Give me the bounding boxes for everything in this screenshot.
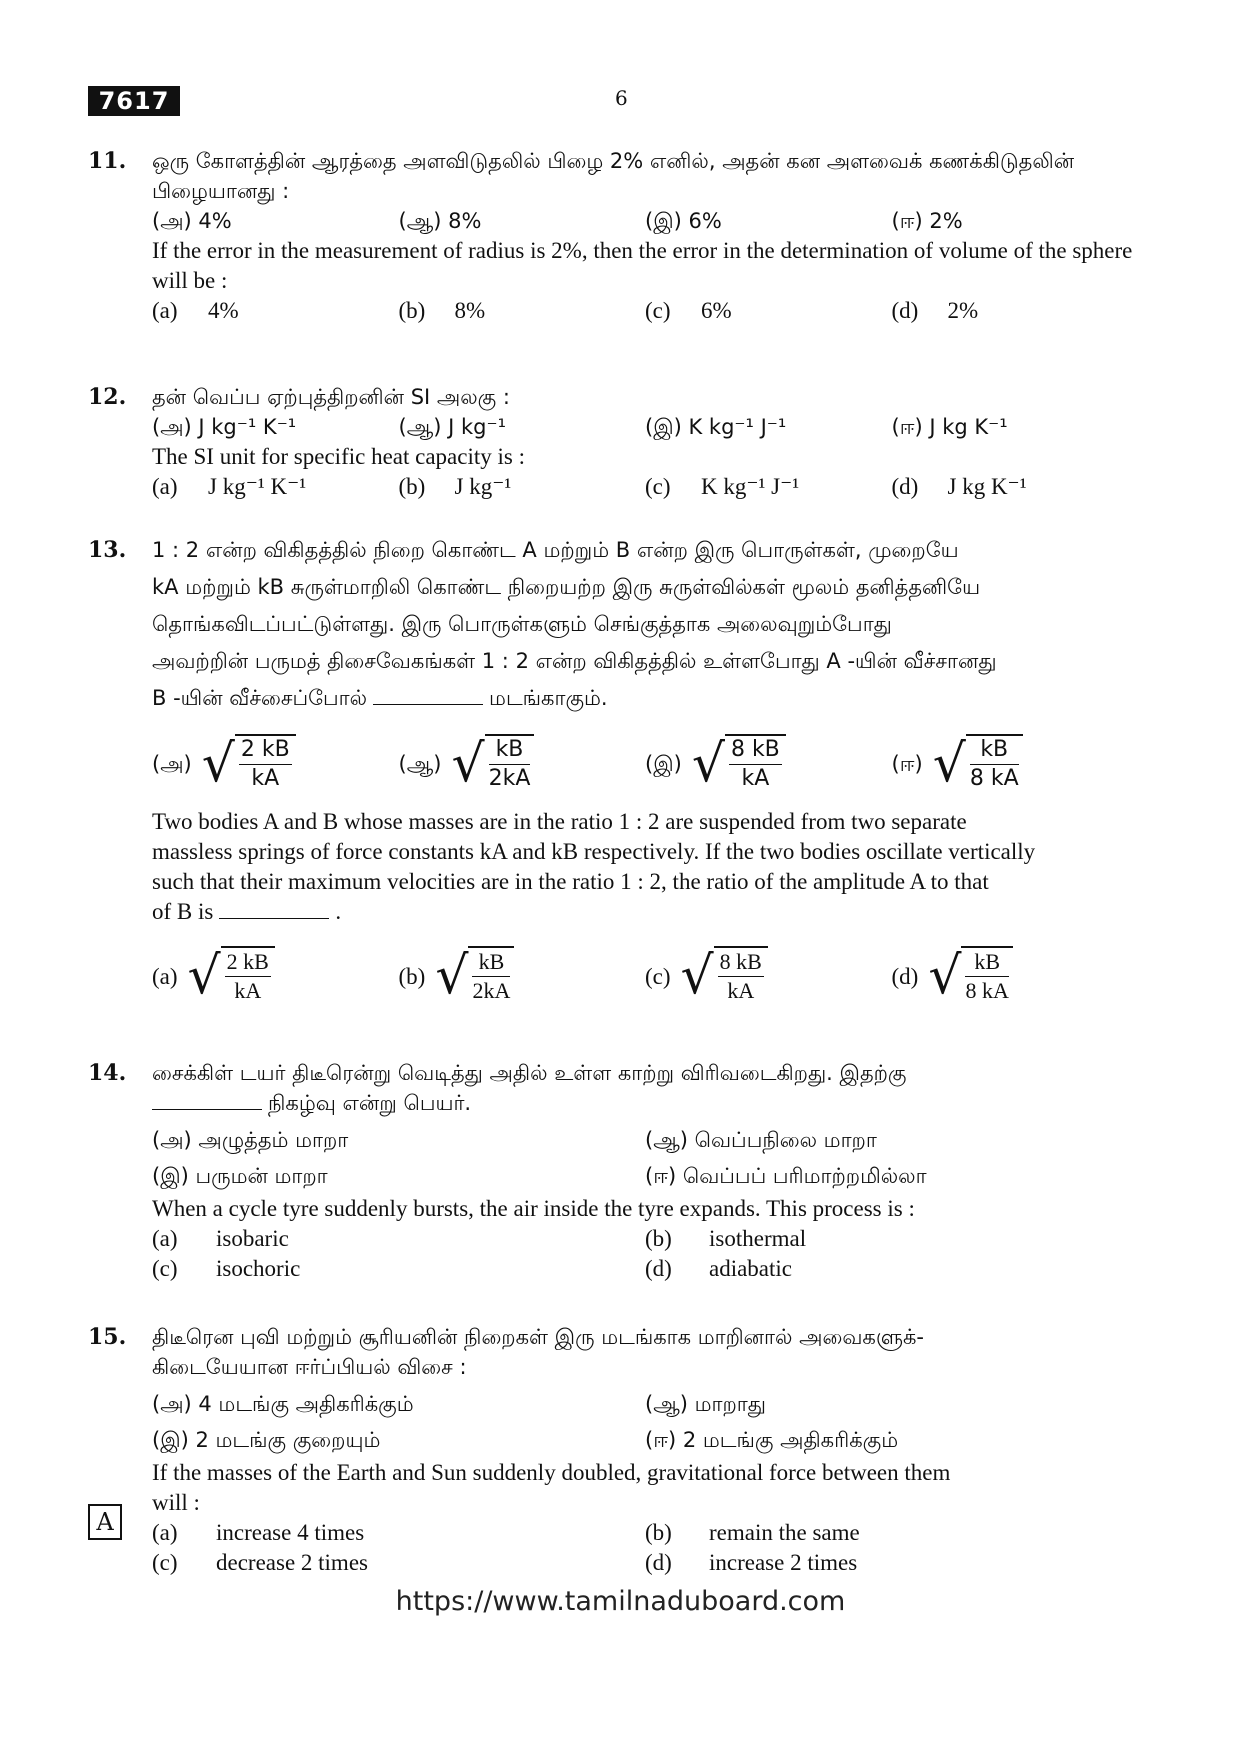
question-13 (88, 532, 1138, 1015)
option-a-tamil: (அ) J kg⁻¹ K⁻¹ (152, 415, 297, 439)
option-text: K kg⁻¹ J⁻¹ (701, 474, 800, 499)
question-text-tamil-line-1: 1 : 2 என்ற விகிதத்தில் நிறை கொண்ட A மற்றும் B என்ற இரு பொருள்கள், முறையே (152, 538, 959, 562)
option-c-tamil: (இ) 6% (645, 209, 722, 233)
sqrt-fraction (681, 946, 768, 1006)
option-c-tamil (645, 734, 892, 794)
question-text-english-line-2: will : (152, 1490, 200, 1515)
option-label: (இ) (645, 751, 682, 776)
radical-icon: √ (201, 734, 235, 794)
option-text: remain the same (709, 1520, 860, 1545)
question-11 (88, 146, 1138, 326)
english-fraction-options (152, 937, 1138, 1015)
denominator: kA (741, 766, 770, 791)
option-label: (d) (891, 298, 919, 323)
option-b-tamil: (ஆ) மாறாது (645, 1392, 766, 1416)
option-b-tamil: (ஆ) 8% (398, 209, 482, 233)
denominator: 2kA (472, 978, 511, 1003)
numerator: kB (472, 948, 510, 977)
radical-icon: √ (691, 734, 725, 794)
option-label: (ஆ) (398, 751, 442, 776)
option-a (152, 472, 399, 502)
option-label: (b) (398, 298, 426, 323)
question-text-tamil-line-2: கிடையேயான ஈர்ப்பியல் விசை : (152, 1355, 467, 1379)
option-text: J kg⁻¹ K⁻¹ (208, 474, 307, 499)
question-text-english-line-2: massless springs of force constants kA and kB respectively. If the two bodies oscillate vertically (152, 839, 1036, 864)
option-label: (b) (398, 474, 426, 499)
answer-blank (219, 918, 329, 919)
question-text-tamil-line-1: சைக்கிள் டயர் திடீரென்று வெடித்து அதில் உள்ள காற்று விரிவடைகிறது. இதற்கு (152, 1061, 907, 1085)
question-text-tamil-line-5 (152, 680, 1138, 717)
english-options (152, 472, 1138, 502)
option-b-tamil (399, 734, 646, 794)
radical-icon: √ (932, 734, 966, 794)
option-text: 6% (701, 298, 732, 323)
denominator: kA (727, 978, 755, 1003)
question-text-english-line-3: such that their maximum velocities are in the ratio 1 : 2, the ratio of the amplitude A to that (152, 869, 989, 894)
numerator: 2 kB (225, 948, 271, 977)
option-label: (c) (645, 474, 671, 499)
option-d-tamil: (ஈ) 2% (891, 209, 963, 233)
option-b (399, 296, 646, 326)
question-text-tamil-line-2: kA மற்றும் kB சுருள்மாறிலி கொண்ட நிறையற்ற இரு சுருள்வில்கள் மூலம் தனித்தனியே (152, 575, 981, 599)
option-a (152, 1518, 645, 1548)
denominator: 8 kA (965, 978, 1009, 1003)
option-a (152, 1224, 645, 1254)
question-text-tamil-line-4: அவற்றின் பருமத் திசைவேகங்கள் 1 : 2 என்ற விகிதத்தில் உள்ளபோது A -யின் வீச்சானது (152, 649, 997, 673)
sqrt-fraction (202, 734, 296, 794)
question-text-tamil-line-2 (152, 1088, 1138, 1118)
option-a-tamil: (அ) அழுத்தம் மாறா (152, 1128, 349, 1152)
option-a-tamil (152, 734, 399, 794)
option-d (645, 1254, 1138, 1284)
option-text: J kg⁻¹ (454, 474, 512, 499)
numerator: 2 kB (239, 736, 292, 765)
english-options (152, 296, 1138, 326)
numerator: kB (489, 736, 531, 765)
sqrt-fraction (933, 734, 1023, 794)
option-c (645, 946, 892, 1006)
option-b (645, 1224, 1138, 1254)
option-label: (c) (645, 298, 671, 323)
question-text-english: The SI unit for specific heat capacity is : (152, 444, 525, 469)
option-label: (c) (152, 1256, 178, 1281)
booklet-letter-box: A (88, 1504, 122, 1540)
denominator: kA (251, 766, 280, 791)
numerator: 8 kB (718, 948, 764, 977)
sqrt-fraction (451, 734, 534, 794)
denominator: kA (234, 978, 262, 1003)
option-b-tamil: (ஆ) வெப்பநிலை மாறா (645, 1128, 877, 1152)
answer-blank (373, 704, 483, 705)
question-text-tamil-line-1: திடீரென புவி மற்றும் சூரியனின் நிறைகள் இரு மடங்காக மாறினால் அவைகளுக்- (152, 1325, 924, 1349)
denominator: 8 kA (969, 766, 1019, 791)
option-d (892, 946, 1139, 1006)
radical-icon: √ (435, 946, 469, 1006)
option-label: (d) (891, 963, 919, 989)
text-start: B -யின் வீச்சைப்போல் (152, 686, 368, 710)
option-d (645, 1548, 1138, 1578)
paper-code-badge: 7617 (88, 86, 180, 116)
option-label: (a) (152, 298, 178, 323)
question-text-english: If the error in the measurement of radius is 2%, then the error in the determination of volume of the sphere will be : (152, 238, 1133, 293)
sqrt-fraction (692, 734, 786, 794)
option-d-tamil: (ஈ) 2 மடங்கு அதிகரிக்கும் (645, 1428, 899, 1452)
option-c (152, 1254, 645, 1284)
option-label: (b) (398, 963, 426, 989)
option-c (645, 296, 892, 326)
option-c-tamil: (இ) பருமன் மாறா (152, 1164, 328, 1188)
sqrt-fraction (188, 946, 275, 1006)
text-start: of B is (152, 899, 214, 924)
question-text-english-line-1: Two bodies A and B whose masses are in the ratio 1 : 2 are suspended from two separate (152, 809, 967, 834)
numerator: 8 kB (729, 736, 782, 765)
option-label: (a) (152, 1520, 178, 1545)
english-options (152, 1224, 1138, 1284)
question-number: 11. (88, 148, 127, 174)
option-text: decrease 2 times (216, 1550, 368, 1575)
option-c (152, 1548, 645, 1578)
question-text-tamil: தன் வெப்ப ஏற்புத்திறனின் SI அலகு : (152, 385, 510, 409)
option-label: (c) (645, 963, 671, 989)
option-b-tamil: (ஆ) J kg⁻¹ (398, 415, 506, 439)
question-12 (88, 382, 1138, 502)
option-label: (ஈ) (891, 751, 923, 776)
option-text: 4% (208, 298, 239, 323)
option-d (892, 472, 1139, 502)
option-label: (a) (152, 963, 178, 989)
page-number: 6 (615, 86, 628, 110)
radical-icon: √ (680, 946, 714, 1006)
footer-url[interactable]: https://www.tamilnaduboard.com (395, 1586, 846, 1617)
option-text: isochoric (216, 1256, 301, 1281)
option-label: (b) (645, 1520, 672, 1545)
question-number: 15. (88, 1324, 127, 1350)
option-label: (c) (152, 1550, 178, 1575)
option-text: increase 2 times (709, 1550, 858, 1575)
option-label: (b) (645, 1226, 672, 1251)
option-d (892, 296, 1139, 326)
denominator: 2kA (488, 766, 531, 791)
text-end: நிகழ்வு என்று பெயர். (268, 1091, 472, 1115)
radical-icon: √ (928, 946, 962, 1006)
option-b (399, 946, 646, 1006)
option-label: (d) (891, 474, 919, 499)
option-label: (a) (152, 474, 178, 499)
sqrt-fraction (435, 946, 514, 1006)
question-14 (88, 1058, 1138, 1284)
option-b (399, 472, 646, 502)
option-c-tamil: (இ) 2 மடங்கு குறையும் (152, 1428, 381, 1452)
option-d-tamil (892, 734, 1139, 794)
option-label: (d) (645, 1256, 672, 1281)
question-number: 13. (88, 537, 127, 563)
tamil-fraction-options (152, 725, 1138, 803)
tamil-options (152, 412, 1138, 442)
radical-icon: √ (187, 946, 221, 1006)
question-text-tamil: ஒரு கோளத்தின் ஆரத்தை அளவிடுதலில் பிழை 2% எனில், அதன் கன அளவைக் கணக்கிடுதலின் பிழையானது : (152, 149, 1075, 203)
option-a-tamil: (அ) 4 மடங்கு அதிகரிக்கும் (152, 1392, 414, 1416)
sqrt-fraction (928, 946, 1013, 1006)
numerator: kB (970, 736, 1019, 765)
option-label: (d) (645, 1550, 672, 1575)
radical-icon: √ (451, 734, 485, 794)
option-text: isobaric (216, 1226, 289, 1251)
option-text: J kg K⁻¹ (947, 474, 1027, 499)
option-a (152, 946, 399, 1006)
question-text-english-line-1: If the masses of the Earth and Sun suddenly doubled, gravitational force between them (152, 1460, 951, 1485)
option-b (645, 1518, 1138, 1548)
english-options (152, 1518, 1138, 1578)
option-text: increase 4 times (216, 1520, 365, 1545)
text-end: மடங்காகும். (489, 686, 608, 710)
option-label: (a) (152, 1226, 178, 1251)
numerator: kB (965, 948, 1008, 977)
option-d-tamil: (ஈ) வெப்பப் பரிமாற்றமில்லா (645, 1164, 927, 1188)
option-d-tamil: (ஈ) J kg K⁻¹ (891, 415, 1008, 439)
option-text: 2% (947, 298, 979, 323)
option-label: (அ) (152, 751, 192, 776)
question-text-tamil-line-3: தொங்கவிடப்பட்டுள்ளது. இரு பொருள்களும் செங்குத்தாக அலைவுறும்போது (152, 612, 892, 636)
option-c-tamil: (இ) K kg⁻¹ J⁻¹ (645, 415, 787, 439)
question-text-english: When a cycle tyre suddenly bursts, the air inside the tyre expands. This process is : (152, 1196, 915, 1221)
option-text: adiabatic (709, 1256, 793, 1281)
question-number: 12. (88, 384, 127, 410)
question-number: 14. (88, 1060, 127, 1086)
tamil-options (152, 1386, 1138, 1458)
option-a-tamil: (அ) 4% (152, 209, 232, 233)
answer-blank (152, 1109, 262, 1110)
question-15 (88, 1322, 1138, 1578)
question-text-english-line-4: of B is . (152, 899, 342, 924)
tamil-options (152, 206, 1138, 236)
option-a (152, 296, 399, 326)
tamil-options (152, 1122, 1138, 1194)
option-text: 8% (454, 298, 486, 323)
option-text: isothermal (709, 1226, 807, 1251)
option-c (645, 472, 892, 502)
